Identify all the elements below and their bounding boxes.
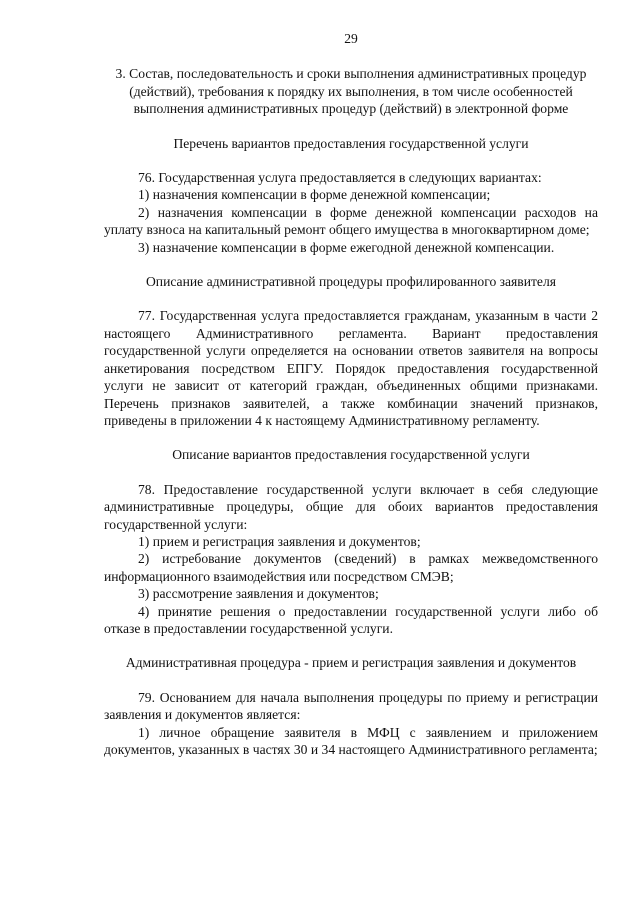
paragraph-78-item-3: 3) рассмотрение заявления и документов; — [138, 586, 379, 602]
paragraph-77: 77. Государственная услуга предоставляется гражданам, указанным в части 2 настоящего Административного регламента. Вариант предоставления государственной услуги определяется на основании ответов заявителя на вопросы анкетирования посредством ЕПГУ. Порядок предоставления государственной услуги не зависит от категорий граждан, объединенных общими признаками. Перечень признаков заявителей, а также комбинации значений признаков, приведены в приложении 4 к настоящему Административному регламенту. — [104, 308, 598, 428]
paragraph-78-item-2: 2) истребование документов (сведений) в рамках межведомственного информационного взаимодействия или посредством СМЭВ; — [104, 551, 598, 584]
subheading-profiled-applicant: Описание административной процедуры профилированного заявителя — [145, 274, 556, 290]
paragraph-78-item-4: 4) принятие решения о предоставлении государственной услуги либо об отказе в предоставлении государственной услуги. — [104, 603, 598, 636]
paragraph-78-item-1: 1) прием и регистрация заявления и документов; — [138, 533, 421, 549]
subheading-variants-description: Описание вариантов предоставления государственной услуги — [172, 447, 530, 463]
subheading-reception-procedure: Административная процедура - прием и регистрация заявления и документов — [125, 655, 577, 671]
paragraph-78: 78. Предоставление государственной услуги включает в себя следующие административные процедуры, общие для обоих вариантов предоставления государственной услуги: — [104, 481, 598, 532]
paragraph-76-item-1: 1) назначения компенсации в форме денежной компенсации; — [138, 187, 491, 203]
subheading-variants-list: Перечень вариантов предоставления государственной услуги — [173, 135, 529, 151]
paragraph-76-item-3: 3) назначение компенсации в форме ежегодной денежной компенсации. — [138, 239, 555, 255]
page-number: 29 — [344, 31, 358, 46]
section-heading: 3. Состав, последовательность и сроки выполнения административных процедур (действий), требования к порядку их выполнения, в том числе особенностей выполнения административных процедур (действий) в электронной форме — [115, 66, 587, 117]
paragraph-79: 79. Основанием для начала выполнения процедуры по приему и регистрации заявления и документов является: — [104, 689, 598, 723]
paragraph-76-item-2: 2) назначения компенсации в форме денежной компенсации расходов на уплату взноса на капитальный ремонт общего имущества в многоквартирном доме; — [104, 204, 598, 238]
paragraph-76: 76. Государственная услуга предоставляется в следующих вариантах: — [138, 170, 542, 186]
paragraph-79-item-1: 1) личное обращение заявителя в МФЦ с заявлением и приложением документов, указанных в частях 30 и 34 настоящего Административного регламента; — [104, 724, 598, 757]
